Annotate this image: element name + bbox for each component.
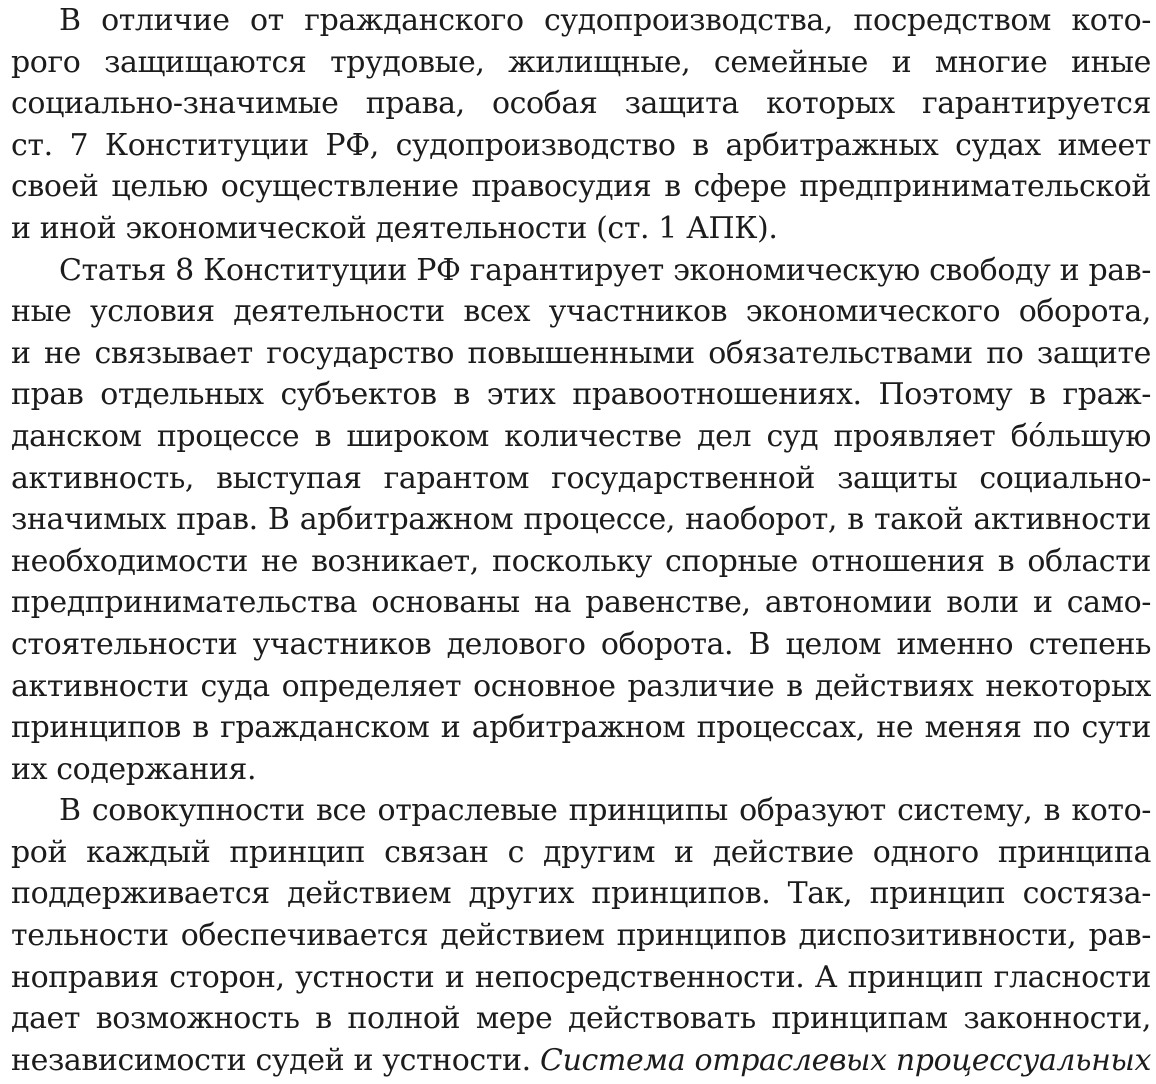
text-line: ные условия деятельности всех участников экономического оборота, [11, 294, 1151, 330]
text-line: активность, выступая гарантом государственной защиты социально- [11, 460, 1151, 496]
text-line: значимых прав. В арбитражном процессе, наоборот, в такой активности [11, 502, 1151, 538]
text-line: прав отдельных субъектов в этих правоотношениях. Поэтому в граж- [11, 377, 1151, 413]
text-line: и иной экономической деятельности (ст. 1 АПК). [11, 210, 778, 246]
text-line: данском процессе в широком количестве дел суд проявляет бóльшую [11, 418, 1151, 454]
text-line: рой каждый принцип связан с другим и действие одного принципа [11, 834, 1151, 870]
text-line: принципов в гражданском и арбитражном процессах, не меняя по сути [11, 710, 1151, 746]
text-line: необходимости не возникает, поскольку спорные отношения в области [11, 543, 1151, 579]
text-line: стоятельности участников делового оборота. В целом именно степень [11, 626, 1151, 662]
text-line: дает возможность в полной мере действовать принципам законности, [11, 1001, 1151, 1037]
text-line: В отличие от гражданского судопроизводства, посредством кото- [59, 3, 1151, 38]
text-line: активности суда определяет основное различие в действиях некоторых [11, 668, 1151, 704]
text-line: ноправия сторон, устности и непосредственности. А принцип гласности [11, 959, 1151, 995]
text-segment-italic: Система отраслевых процессуальных [540, 1042, 1151, 1078]
text-line: рого защищаются трудовые, жилищные, семейные и многие иные [11, 44, 1151, 80]
text-segment-plain: независимости судей и устности. [11, 1042, 541, 1078]
text-line: предпринимательства основаны на равенстве, автономии воли и само- [11, 585, 1151, 621]
text-line: ст. 7 Конституции РФ, судопроизводство в арбитражных судах имеет [11, 127, 1151, 163]
paragraph-2 [11, 250, 1151, 791]
text-line: В совокупности все отраслевые принципы образуют систему, в кото- [59, 793, 1151, 829]
text-line: их содержания. [11, 751, 257, 787]
text-line: своей целью осуществление правосудия в сфере предпринимательской [11, 169, 1151, 205]
text-line: тельности обеспечивается действием принципов диспозитивности, рав- [11, 918, 1151, 954]
text-line: Статья 8 Конституции РФ гарантирует экономическую свободу и рав- [59, 252, 1151, 288]
paragraph-3 [11, 790, 1151, 1081]
text-line: социально-значимые права, особая защита которых гарантируется [11, 86, 1151, 122]
text-line-final [11, 1040, 1151, 1082]
text-line: поддерживается действием других принципов. Так, принцип состяза- [11, 876, 1151, 912]
paragraph-1 [11, 0, 1151, 250]
text-line: и не связывает государство повышенными обязательствами по защите [11, 335, 1151, 371]
document-page [11, 0, 1151, 1084]
